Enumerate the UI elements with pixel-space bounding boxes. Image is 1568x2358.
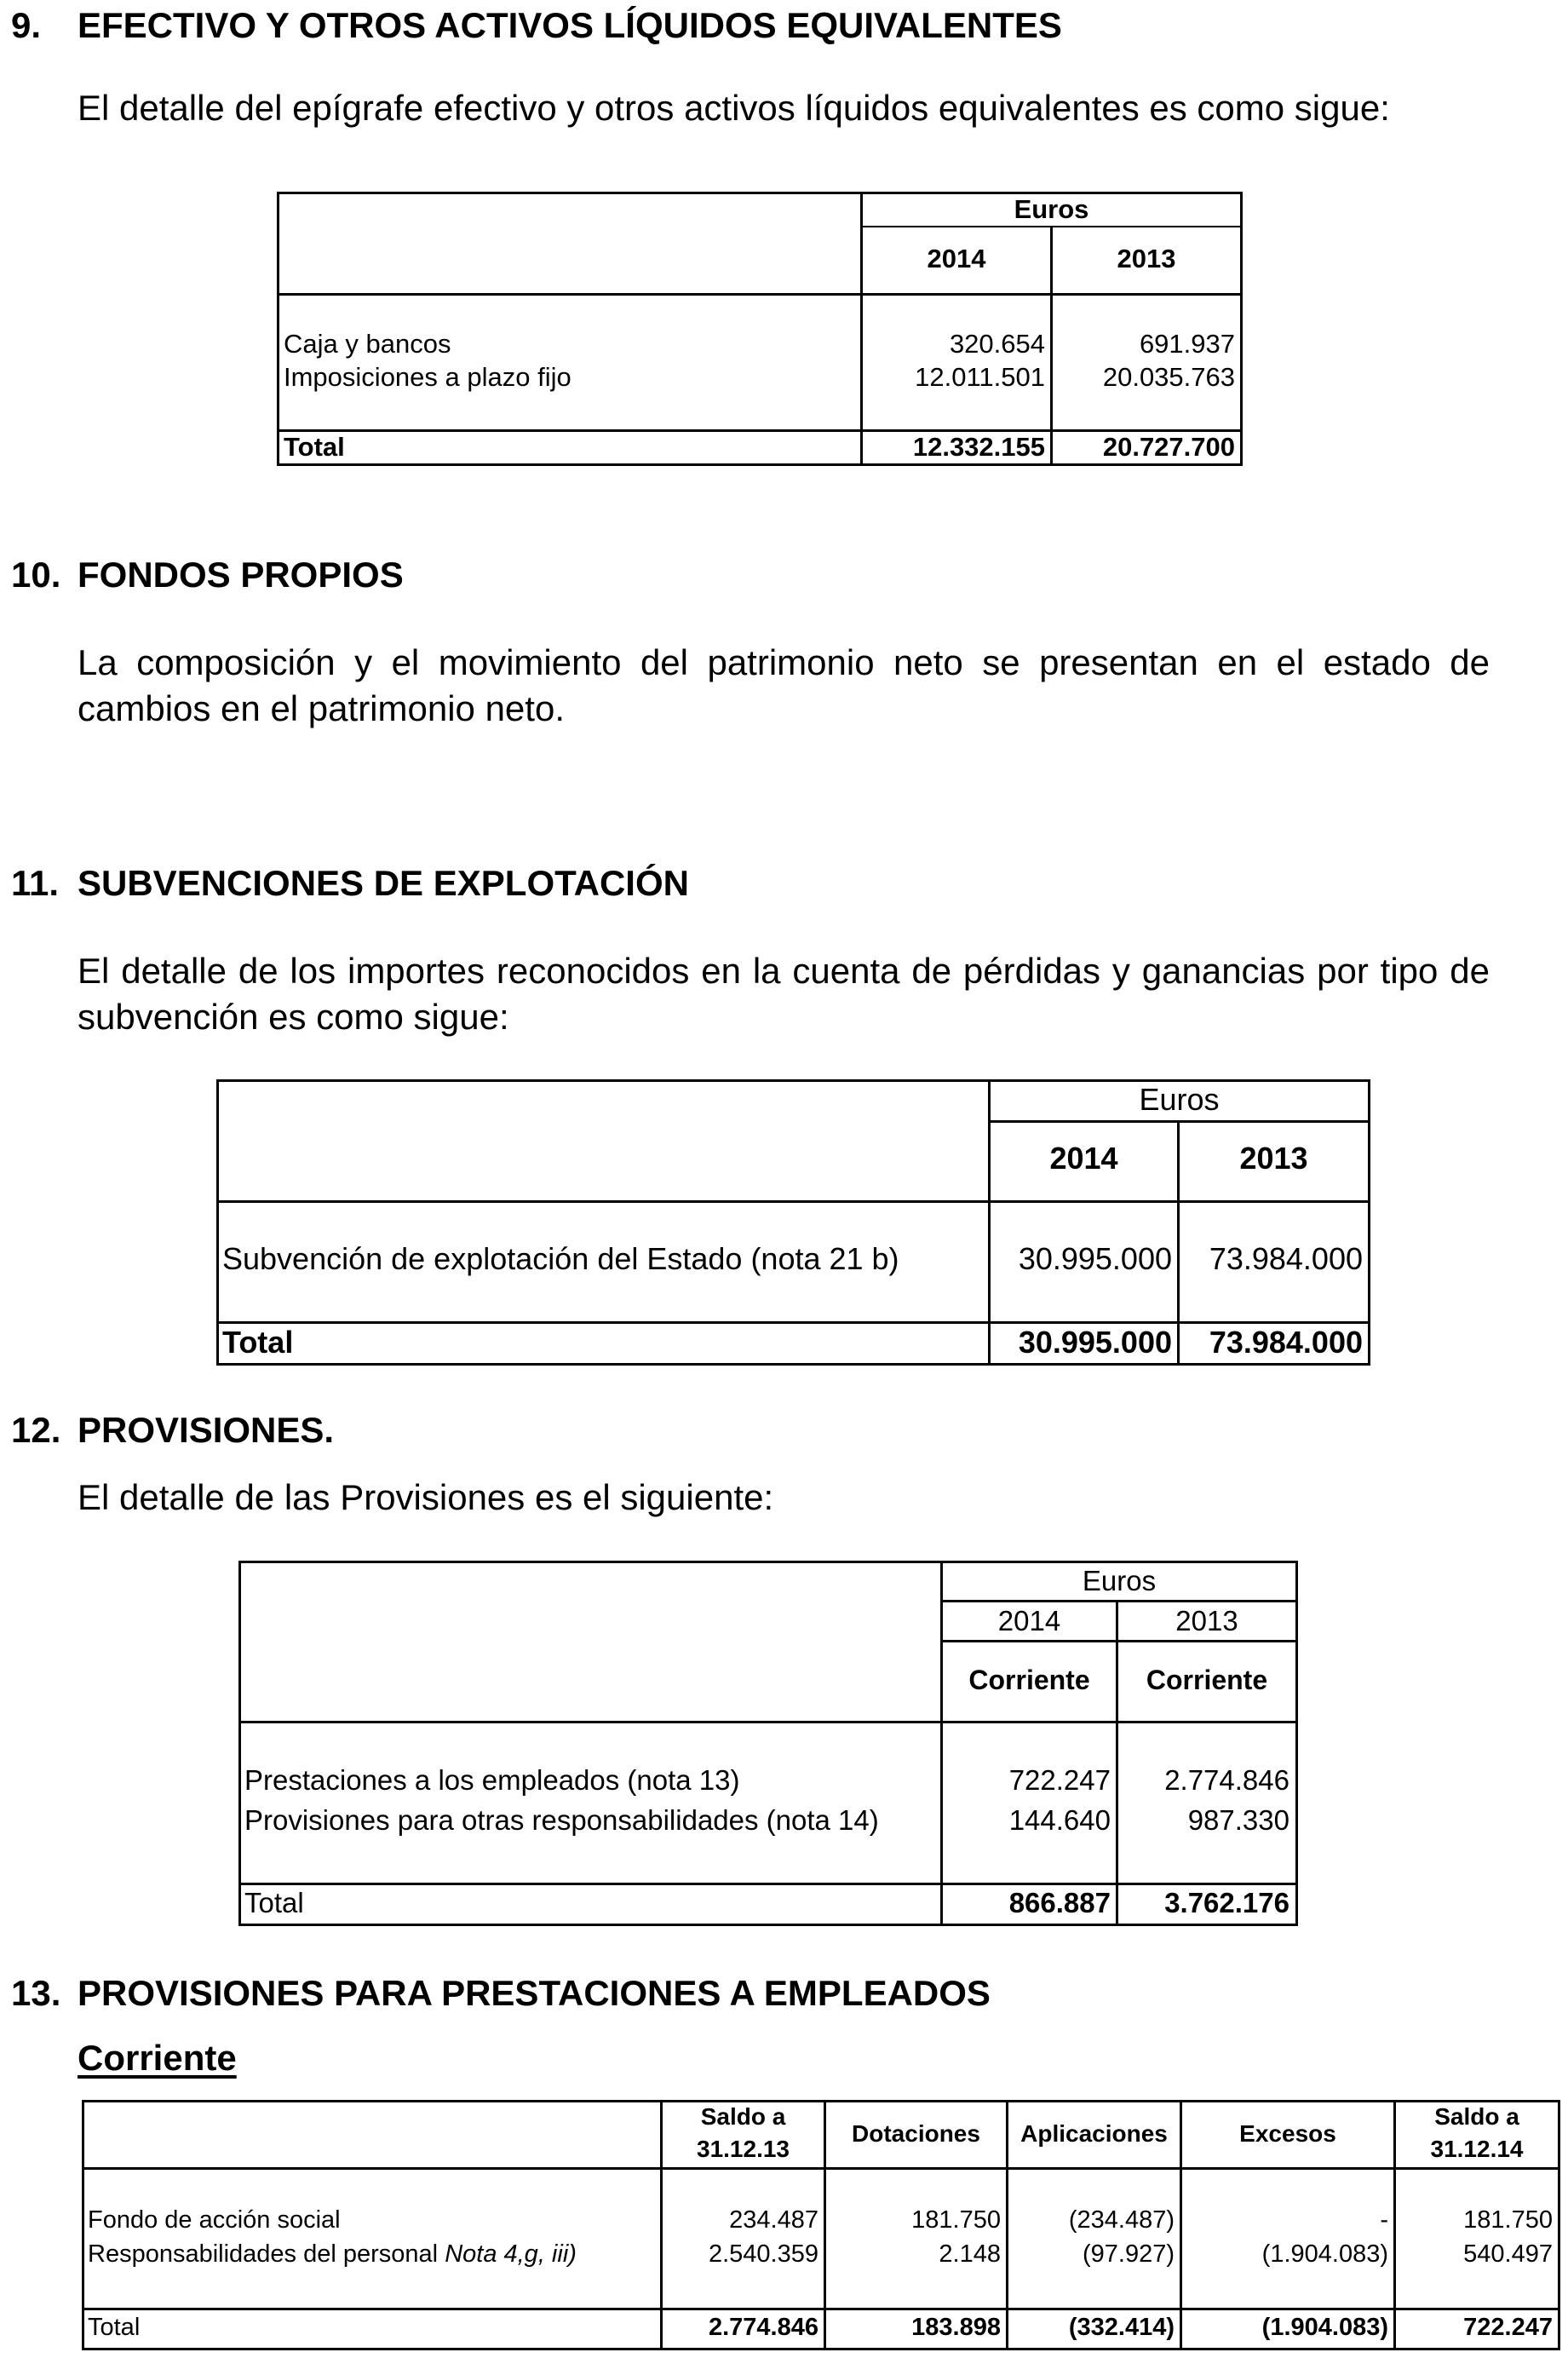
emp-table-total-dotaciones: 183.898 [911,2314,1001,2341]
cash-table-col-2014: 2014 [927,244,986,273]
table-row-value-2013: 2.774.846 [1164,1764,1289,1796]
table-row-value-2014: 12.011.501 [915,362,1045,392]
section-12-paragraph: El detalle de las Provisiones es el siguiente: [78,1477,774,1517]
table-row-dotaciones: 2.148 [939,2240,1001,2268]
table-row-value-2014: 320.654 [949,329,1045,359]
subsidies-table-total-2013: 73.984.000 [1209,1325,1363,1360]
cash-table-total-label: Total [284,432,345,462]
table-row-aplicaciones: (234.487) [1068,2206,1175,2234]
table-row-value-2014: 144.640 [1008,1804,1111,1836]
section-9-title: EFECTIVO Y OTROS ACTIVOS LÍQUIDOS EQUIVALENTES [78,5,1062,45]
provisions-table-total-2014: 866.887 [1008,1887,1111,1918]
section-11-title: SUBVENCIONES DE EXPLOTACIÓN [78,863,689,903]
subsidies-table-total-2014: 30.995.000 [1018,1325,1172,1360]
subsidies-table-col-2014: 2014 [1049,1141,1118,1176]
provisions-table-total-2013: 3.762.176 [1164,1887,1289,1918]
table-row-value-2013: 987.330 [1187,1804,1289,1836]
provisions-table-sub-2014: Corriente [968,1665,1090,1695]
emp-table-header-aplicaciones: Aplicaciones [1020,2120,1168,2147]
table-row-value-2013: 73.984.000 [1209,1241,1363,1276]
table-row-label [88,2238,577,2270]
cash-table-col-2013: 2013 [1117,244,1176,273]
table-row-label: Caja y bancos [284,329,451,359]
cash-table-total-2013: 20.727.700 [1102,432,1235,462]
table-row-saldo-fin: 181.750 [1463,2206,1553,2234]
emp-table-header-saldo-fin-line2: 31.12.14 [1430,2136,1524,2162]
subsidies-table-col-2013: 2013 [1239,1141,1308,1176]
provisions-table-unit-header: Euros [1082,1565,1157,1596]
section-13-subtitle: Corriente [78,2038,237,2078]
section-13-title: PROVISIONES PARA PRESTACIONES A EMPLEADOS [78,1973,991,2013]
section-12-number: 12. [11,1410,61,1450]
section-11-heading [11,863,863,906]
table-row-saldo-ini: 234.487 [729,2206,818,2234]
section-12-title: PROVISIONES. [78,1410,335,1450]
section-13-heading [11,1973,1203,2016]
table-row-excesos: (1.904.083) [1261,2240,1388,2268]
table-row-excesos: - [1380,2206,1388,2234]
section-9-heading [11,5,1203,48]
section-10-title: FONDOS PROPIOS [78,555,404,595]
section-10-heading [11,555,778,597]
emp-table-header-excesos: Excesos [1239,2120,1336,2147]
table-row-label: Fondo de acción social [88,2206,341,2234]
section-9-paragraph: El detalle del epígrafe efectivo y otros activos líquidos equivalentes es como sigue: [78,88,1390,128]
section-11-paragraph: El detalle de los importes reconocidos en la cuenta de pérdidas y ganancias por tipo de subvención es como sigue: [78,951,1490,1037]
emp-table-total-label: Total [88,2314,141,2341]
emp-table-header-saldo-fin-line1: Saldo a [1434,2103,1519,2130]
provisions-table-sub-2013: Corriente [1146,1665,1268,1695]
table-row-value-2014: 722.247 [1008,1764,1111,1796]
subsidies-table-total-label: Total [222,1325,294,1360]
subsidies-table-unit-header: Euros [1139,1082,1220,1117]
emp-table-header-saldo-ini-line2: 31.12.13 [697,2136,790,2162]
table-row-value-2014: 30.995.000 [1018,1241,1172,1276]
table-row-value-2013: 691.937 [1139,329,1235,359]
section-13-number: 13. [11,1973,61,2013]
provisions-table-col-2013: 2013 [1175,1605,1238,1636]
table-row-label-text: Responsabilidades del personal [88,2240,439,2268]
section-10-paragraph: La composición y el movimiento del patrimonio neto se presentan en el estado de cambios en el patrimonio neto. [78,642,1490,728]
table-row-label-note: Nota 4,g, iii) [445,2240,577,2268]
section-12-heading [11,1410,692,1452]
table-row-saldo-ini: 2.540.359 [708,2240,818,2268]
table-row-dotaciones: 181.750 [911,2206,1001,2234]
emp-table-total-aplicaciones: (332.414) [1068,2314,1175,2341]
emp-table-header-dotaciones: Dotaciones [852,2120,980,2147]
section-11-number: 11. [11,863,60,903]
table-row-label: Subvención de explotación del Estado (nota 21 b) [222,1241,899,1276]
section-9-number: 9. [11,5,42,45]
table-row-label: Imposiciones a plazo fijo [284,362,571,392]
emp-table-total-saldo-ini: 2.774.846 [708,2314,818,2341]
cash-table-unit-header: Euros [1014,194,1089,224]
section-10-number: 10. [11,555,61,595]
table-row-label: Prestaciones a los empleados (nota 13) [244,1764,740,1796]
table-row-label: Provisiones para otras responsabilidades (nota 14) [244,1804,879,1836]
cash-table-total-2014: 12.332.155 [912,432,1045,462]
provisions-table-col-2014: 2014 [997,1605,1061,1636]
provisions-table-total-label: Total [244,1887,304,1918]
emp-table-header-saldo-ini-line1: Saldo a [700,2103,786,2130]
emp-table-total-saldo-fin: 722.247 [1463,2314,1553,2341]
emp-table-total-excesos: (1.904.083) [1261,2314,1388,2341]
table-row-aplicaciones: (97.927) [1082,2240,1175,2268]
table-row-saldo-fin: 540.497 [1463,2240,1553,2268]
table-row-value-2013: 20.035.763 [1102,362,1235,392]
